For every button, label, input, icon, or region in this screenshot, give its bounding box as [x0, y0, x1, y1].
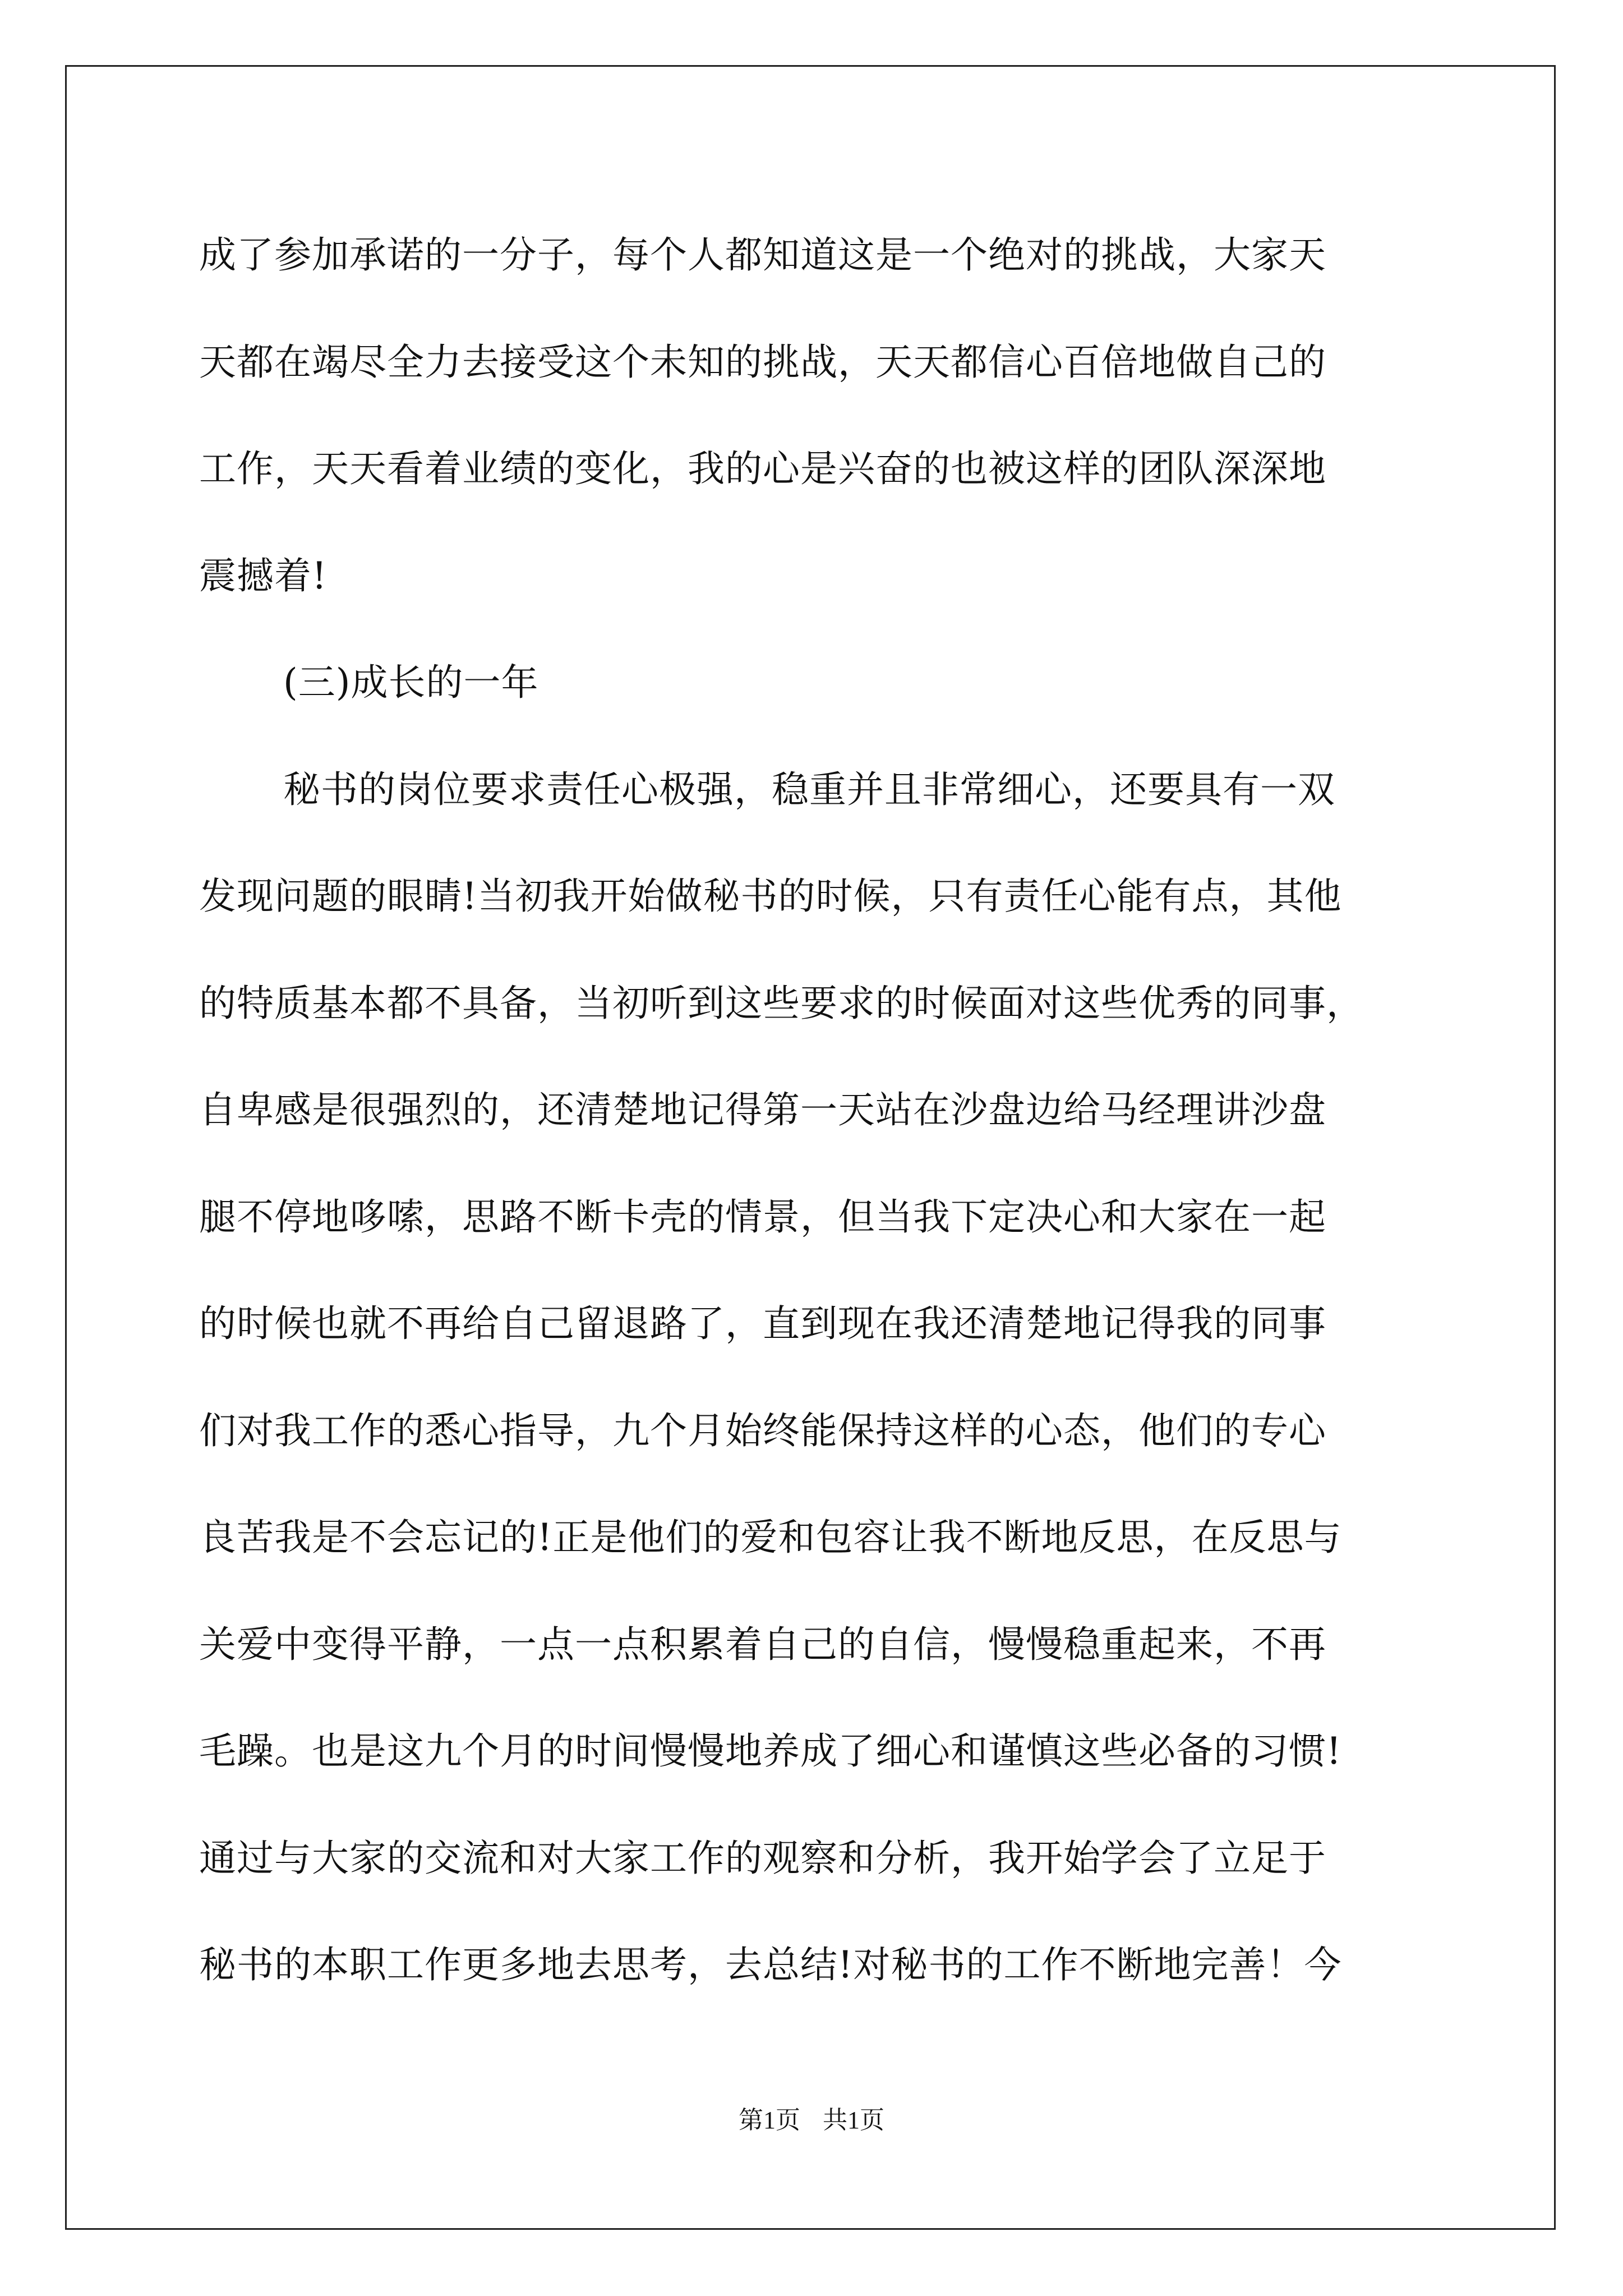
text-line: 秘书的岗位要求责任心极强，稳重并且非常细心，还要具有一双 [283, 767, 1335, 811]
text-line: 毛躁。也是这九个月的时间慢慢地养成了细心和谨慎这些必备的习惯! [199, 1729, 1342, 1773]
text-line: 的特质基本都不具备，当初听到这些要求的时候面对这些优秀的同事， [199, 981, 1364, 1025]
document-body [199, 202, 1427, 2019]
text-line: 腿不停地哆嗦，思路不断卡壳的情景，但当我下定决心和大家在一起 [199, 1195, 1326, 1239]
text-line: 震撼着! [199, 554, 328, 597]
text-line: 的时候也就不再给自己留退路了，直到现在我还清楚地记得我的同事 [199, 1302, 1326, 1345]
text-line: 秘书的本职工作更多地去思考，去总结!对秘书的工作不断地完善！今 [199, 1943, 1342, 1986]
text-line: 天都在竭尽全力去接受这个未知的挑战，天天都信心百倍地做自己的 [199, 340, 1326, 384]
text-line: 们对我工作的悉心指导，九个月始终能保持这样的心态，他们的专心 [199, 1409, 1326, 1452]
text-line: 自卑感是很强烈的，还清楚地记得第一天站在沙盘边给马经理讲沙盘 [199, 1088, 1326, 1131]
page-number-total: 共1页 [823, 2106, 884, 2134]
page-footer [0, 2104, 1623, 2137]
text-line: 工作，天天看着业绩的变化，我的心是兴奋的也被这样的团队深深地 [199, 447, 1326, 490]
section-heading: (三)成长的一年 [283, 661, 539, 704]
page-number-current: 第1页 [739, 2106, 800, 2134]
text-line: 成了参加承诺的一分子，每个人都知道这是一个绝对的挑战，大家天 [199, 233, 1326, 277]
text-line: 关爱中变得平静，一点一点积累着自己的自信，慢慢稳重起来，不再 [199, 1622, 1326, 1666]
text-line: 发现问题的眼睛!当初我开始做秘书的时候，只有责任心能有点，其他 [199, 875, 1342, 918]
text-line: 良苦我是不会忘记的!正是他们的爱和包容让我不断地反思，在反思与 [199, 1516, 1342, 1559]
text-line: 通过与大家的交流和对大家工作的观察和分析，我开始学会了立足于 [199, 1836, 1326, 1880]
